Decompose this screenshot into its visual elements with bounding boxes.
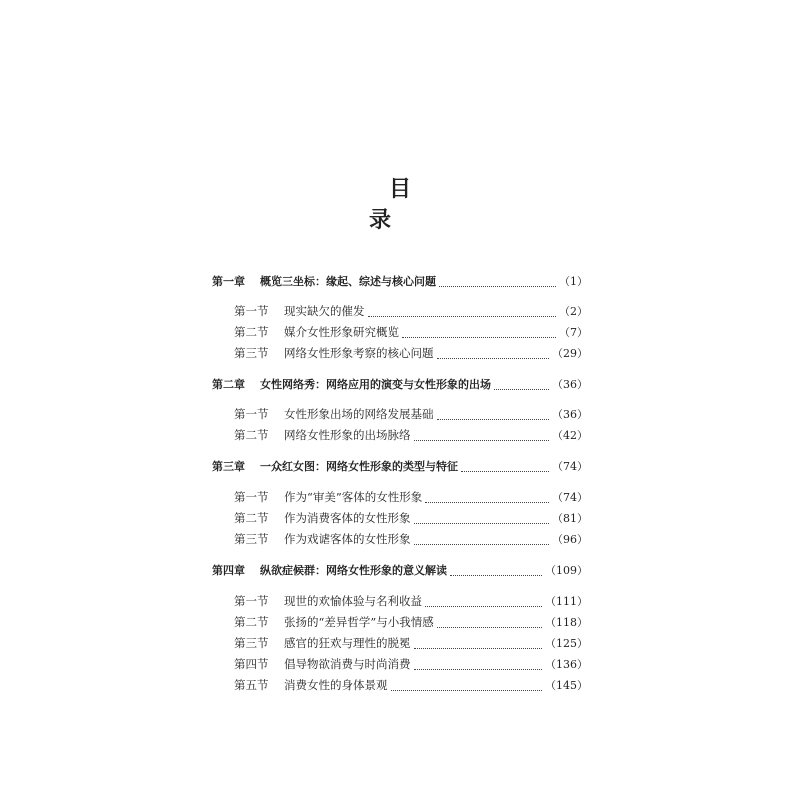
page-title: 目 录 xyxy=(368,177,451,233)
page-number: （145） xyxy=(545,679,588,692)
section-title: 作为戏谑客体的女性形象 xyxy=(284,532,411,546)
dot-leader xyxy=(437,618,542,628)
toc-chapter-1 xyxy=(212,273,588,291)
dot-leader xyxy=(439,277,556,287)
toc-section xyxy=(234,614,588,632)
toc-section xyxy=(234,303,588,321)
toc-section xyxy=(234,677,588,695)
toc-section xyxy=(234,406,588,424)
toc-section xyxy=(234,593,588,611)
page-number: （29） xyxy=(552,347,588,360)
page-number: （109） xyxy=(545,564,588,577)
toc-section xyxy=(234,427,588,445)
chapter-title: 一众红女图：网络女性形象的类型与特征 xyxy=(260,460,458,473)
page-number: （36） xyxy=(552,378,588,391)
dot-leader xyxy=(402,328,556,338)
page-number: （42） xyxy=(552,429,588,442)
section-number: 第二节 xyxy=(234,325,269,339)
section-number: 第三节 xyxy=(234,346,269,360)
section-number: 第二节 xyxy=(234,511,269,525)
section-number: 第三节 xyxy=(234,532,269,546)
section-title: 倡导物欲消费与时尚消费 xyxy=(284,657,411,671)
dot-leader xyxy=(425,493,549,503)
section-number: 第二节 xyxy=(234,428,269,442)
section-number: 第四节 xyxy=(234,657,269,671)
section-number: 第一节 xyxy=(234,407,269,421)
page-number: （81） xyxy=(552,512,588,525)
chapter-title: 概览三坐标：缘起、综述与核心问题 xyxy=(260,275,436,288)
toc-section xyxy=(234,489,588,507)
toc-chapter-4 xyxy=(212,562,588,580)
dot-leader xyxy=(414,639,543,649)
section-title: 现实缺欠的催发 xyxy=(284,304,365,318)
page-number: （136） xyxy=(545,658,588,671)
page-number: （7） xyxy=(559,326,588,339)
chapter-title: 纵欲症候群：网络女性形象的意义解读 xyxy=(260,564,447,577)
dot-leader xyxy=(450,566,542,576)
section-number: 第二节 xyxy=(234,615,269,629)
dot-leader xyxy=(414,660,543,670)
dot-leader xyxy=(391,681,543,691)
section-title: 媒介女性形象研究概览 xyxy=(284,325,399,339)
section-number: 第五节 xyxy=(234,678,269,692)
chapter-title: 女性网络秀：网络应用的演变与女性形象的出场 xyxy=(260,378,491,391)
section-title: 女性形象出场的网络发展基础 xyxy=(284,407,434,421)
page-number: （74） xyxy=(552,460,588,473)
dot-leader xyxy=(425,597,542,607)
section-title: 作为“审美”客体的女性形象 xyxy=(284,490,423,504)
page-number: （2） xyxy=(559,305,588,318)
section-number: 第一节 xyxy=(234,594,269,608)
toc-section xyxy=(234,324,588,342)
section-number: 第三节 xyxy=(234,636,269,650)
section-title: 网络女性形象考察的核心问题 xyxy=(284,346,434,360)
dot-leader xyxy=(461,462,549,472)
section-title: 感官的狂欢与理性的脱冕 xyxy=(284,636,411,650)
dot-leader xyxy=(414,431,550,441)
section-title: 张扬的“差异哲学”与小我情感 xyxy=(284,615,434,629)
page-number: （111） xyxy=(545,595,588,608)
dot-leader xyxy=(437,349,550,359)
toc-section xyxy=(234,510,588,528)
dot-leader xyxy=(494,380,549,390)
toc-chapter-3 xyxy=(212,458,588,476)
page-number: （118） xyxy=(545,616,588,629)
section-title: 消费女性的身体景观 xyxy=(284,678,388,692)
chapter-number: 第三章 xyxy=(212,460,245,473)
section-title: 现世的欢愉体验与名利收益 xyxy=(284,594,422,608)
toc-chapter-2 xyxy=(212,376,588,394)
section-number: 第一节 xyxy=(234,490,269,504)
dot-leader xyxy=(368,307,557,317)
page-number: （125） xyxy=(545,637,588,650)
page-number: （74） xyxy=(552,491,588,504)
chapter-number: 第四章 xyxy=(212,564,245,577)
chapter-number: 第二章 xyxy=(212,378,245,391)
dot-leader xyxy=(437,410,550,420)
page-number: （96） xyxy=(552,533,588,546)
toc-section xyxy=(234,345,588,363)
section-number: 第一节 xyxy=(234,304,269,318)
section-title: 网络女性形象的出场脉络 xyxy=(284,428,411,442)
dot-leader xyxy=(414,514,550,524)
toc-section xyxy=(234,635,588,653)
page-number: （36） xyxy=(552,408,588,421)
section-title: 作为消费客体的女性形象 xyxy=(284,511,411,525)
toc-section xyxy=(234,656,588,674)
dot-leader xyxy=(414,535,550,545)
toc-section xyxy=(234,531,588,549)
page-number: （1） xyxy=(559,275,588,288)
chapter-number: 第一章 xyxy=(212,275,245,288)
